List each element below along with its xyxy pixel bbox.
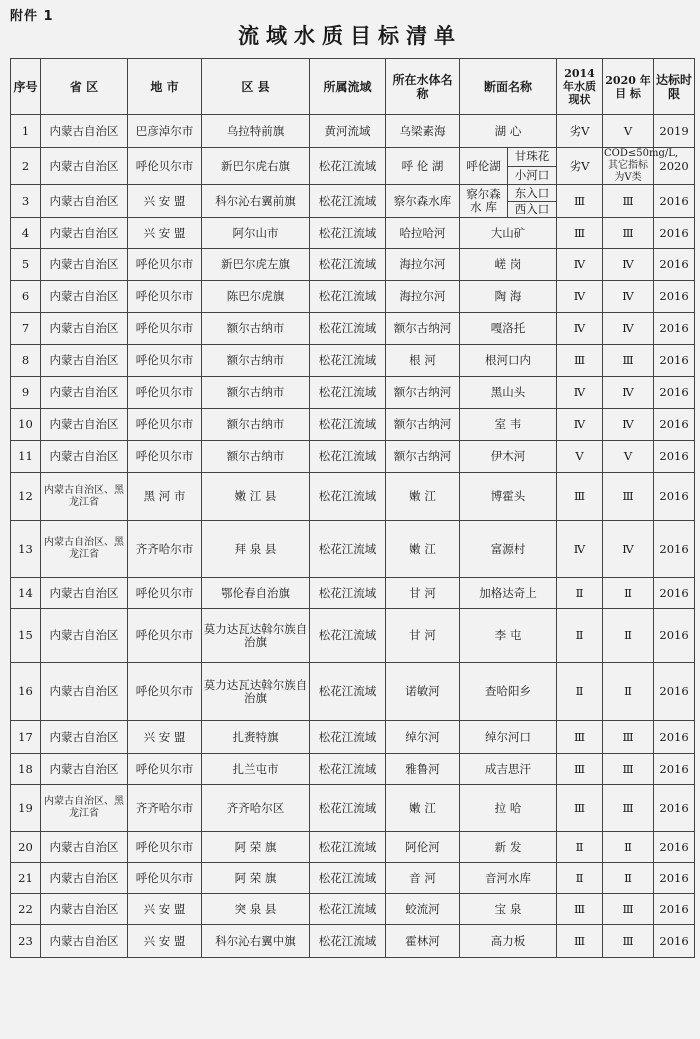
cell-province: 内蒙古自治区 [41,663,128,721]
table-row [11,473,695,521]
cell-province: 内蒙古自治区 [41,345,128,377]
cell-basin: 松花江流域 [310,249,386,281]
cell-target-2020: Ⅲ [603,925,654,958]
cell-water-body: 阿伦河 [386,832,460,863]
cell-section: 高力板 [460,925,557,958]
cell-city: 呼伦贝尔市 [128,409,202,441]
cell-seq: 3 [11,185,41,218]
cell-seq: 20 [11,832,41,863]
cell-city: 呼伦贝尔市 [128,863,202,894]
cell-deadline: 2016 [654,409,695,441]
cell-target-2020: Ⅲ [603,721,654,754]
cell-city: 兴 安 盟 [128,218,202,249]
cell-seq: 18 [11,754,41,785]
cell-deadline: 2016 [654,345,695,377]
cell-county: 鄂伦春自治旗 [202,578,310,609]
cell-county: 科尔沁右翼中旗 [202,925,310,958]
cell-status-2014: Ⅲ [557,185,603,218]
cell-status-2014: Ⅲ [557,473,603,521]
cell-province: 内蒙古自治区 [41,609,128,663]
cell-deadline: 2016 [654,313,695,345]
table-row [11,894,695,925]
cell-section: 陶 海 [460,281,557,313]
cell-county: 阿 荣 旗 [202,832,310,863]
cell-water-body: 海拉尔河 [386,281,460,313]
cell-county: 嫩 江 县 [202,473,310,521]
cell-county: 新巴尔虎右旗 [202,148,310,185]
cell-target-2020: Ⅳ [603,281,654,313]
cell-target-2020: Ⅲ [603,894,654,925]
header-row [11,59,695,115]
cell-city: 呼伦贝尔市 [128,313,202,345]
cell-target-2020: Ⅴ [603,441,654,473]
cell-water-body: 额尔古纳河 [386,441,460,473]
cell-province: 内蒙古自治区、黑龙江省 [41,521,128,578]
cell-section: 宝 泉 [460,894,557,925]
table-row [11,313,695,345]
table-row [11,249,695,281]
cell-seq: 10 [11,409,41,441]
cell-water-body: 乌梁素海 [386,115,460,148]
cell-section: 拉 哈 [460,785,557,832]
cell-deadline: 2016 [654,281,695,313]
cell-seq: 7 [11,313,41,345]
cell-status-2014: 劣Ⅴ [557,148,603,185]
cell-basin: 松花江流域 [310,863,386,894]
cell-section-sub: 小河口 [508,166,557,185]
cell-basin: 黄河流域 [310,115,386,148]
cell-province: 内蒙古自治区 [41,832,128,863]
cell-target-2020: Ⅲ [603,345,654,377]
cell-county: 阿 荣 旗 [202,863,310,894]
cell-county: 乌拉特前旗 [202,115,310,148]
cell-section: 根河口内 [460,345,557,377]
cell-basin: 松花江流域 [310,441,386,473]
cell-deadline: 2016 [654,473,695,521]
cell-deadline: 2019 [654,115,695,148]
cell-basin: 松花江流域 [310,345,386,377]
cell-deadline: 2016 [654,663,695,721]
cell-water-body: 雅鲁河 [386,754,460,785]
header-seq: 序号 [11,59,41,115]
cell-county: 额尔古纳市 [202,409,310,441]
cell-section: 湖 心 [460,115,557,148]
cell-county: 陈巴尔虎旗 [202,281,310,313]
cell-county: 莫力达瓦达斡尔族自治旗 [202,663,310,721]
cell-basin: 松花江流域 [310,377,386,409]
cell-water-body: 海拉尔河 [386,249,460,281]
cell-seq: 9 [11,377,41,409]
table-row [11,832,695,863]
header-status-2014: 2014 年水质现状 [557,59,603,115]
cell-status-2014: Ⅳ [557,377,603,409]
table-body [11,115,695,958]
cell-water-body: 甘 河 [386,578,460,609]
cell-seq: 19 [11,785,41,832]
cell-status-2014: Ⅲ [557,754,603,785]
cell-status-2014: Ⅳ [557,249,603,281]
table-row [11,721,695,754]
cell-city: 呼伦贝尔市 [128,663,202,721]
cell-county: 额尔古纳市 [202,313,310,345]
cell-target-2020: COD≤50mg/L,其它指标为Ⅴ类 [604,148,679,183]
table-row [11,663,695,721]
cell-water-body: 绰尔河 [386,721,460,754]
cell-deadline: 2016 [654,249,695,281]
cell-city: 兴 安 盟 [128,185,202,218]
cell-city: 呼伦贝尔市 [128,578,202,609]
cell-province: 内蒙古自治区 [41,578,128,609]
cell-deadline: 2016 [654,863,695,894]
table-row [11,521,695,578]
cell-water-body: 诺敏河 [386,663,460,721]
cell-water-body: 额尔古纳河 [386,313,460,345]
cell-city: 兴 安 盟 [128,721,202,754]
cell-city: 呼伦贝尔市 [128,249,202,281]
table-row [11,863,695,894]
cell-target-2020: Ⅳ [603,377,654,409]
header-deadline: 达标时限 [654,59,695,115]
cell-status-2014: Ⅱ [557,578,603,609]
table-row [11,754,695,785]
cell-deadline: 2016 [654,894,695,925]
cell-deadline: 2016 [654,377,695,409]
cell-city: 呼伦贝尔市 [128,832,202,863]
cell-deadline: 2016 [654,832,695,863]
cell-basin: 松花江流域 [310,785,386,832]
cell-basin: 松花江流域 [310,754,386,785]
cell-target-2020: Ⅱ [603,663,654,721]
cell-deadline: 2016 [654,721,695,754]
cell-county: 科尔沁右翼前旗 [202,185,310,218]
cell-city: 呼伦贝尔市 [128,609,202,663]
cell-basin: 松花江流域 [310,473,386,521]
cell-water-body: 额尔古纳河 [386,377,460,409]
cell-section: 伊木河 [460,441,557,473]
table-row [11,377,695,409]
cell-county: 突 泉 县 [202,894,310,925]
cell-seq: 15 [11,609,41,663]
page-title: 流域水质目标清单 [238,24,462,48]
cell-status-2014: Ⅳ [557,313,603,345]
cell-deadline: 2016 [654,441,695,473]
cell-deadline: 2016 [654,785,695,832]
cell-section-sub: 东入口 [508,185,557,202]
cell-section: 嵯 岗 [460,249,557,281]
cell-water-body: 嫩 江 [386,521,460,578]
cell-target-2020: Ⅳ [603,313,654,345]
cell-water-body: 察尔森水库 [386,185,460,218]
cell-seq: 1 [11,115,41,148]
cell-city: 呼伦贝尔市 [128,377,202,409]
cell-county: 扎赉特旗 [202,721,310,754]
cell-section: 音河水库 [460,863,557,894]
cell-water-body: 额尔古纳河 [386,409,460,441]
cell-status-2014: 劣Ⅴ [557,115,603,148]
cell-seq: 22 [11,894,41,925]
header-city: 地 市 [128,59,202,115]
cell-water-body: 嫩 江 [386,785,460,832]
cell-county: 额尔古纳市 [202,345,310,377]
cell-city: 兴 安 盟 [128,894,202,925]
cell-seq: 8 [11,345,41,377]
cell-basin: 松花江流域 [310,281,386,313]
cell-basin: 松花江流域 [310,521,386,578]
cell-section: 查哈阳乡 [460,663,557,721]
cell-status-2014: Ⅲ [557,925,603,958]
cell-target-2020: Ⅲ [603,218,654,249]
cell-section: 绰尔河口 [460,721,557,754]
cell-status-2014: Ⅲ [557,218,603,249]
cell-water-body: 蛟流河 [386,894,460,925]
cell-water-body: 霍林河 [386,925,460,958]
cell-province: 内蒙古自治区 [41,894,128,925]
cell-target-2020: Ⅴ [603,115,654,148]
cell-basin: 松花江流域 [310,409,386,441]
cell-section-sub: 西入口 [508,202,557,218]
cell-deadline: 2016 [654,578,695,609]
cell-section: 呼伦湖 [460,148,508,185]
cell-county: 扎兰屯市 [202,754,310,785]
cell-basin: 松花江流域 [310,721,386,754]
table-row [11,609,695,663]
cell-county: 莫力达瓦达斡尔族自治旗 [202,609,310,663]
table-row [11,578,695,609]
cell-water-body: 哈拉哈河 [386,218,460,249]
table-row [11,441,695,473]
cell-county: 拜 泉 县 [202,521,310,578]
cell-province: 内蒙古自治区 [41,218,128,249]
cell-province: 内蒙古自治区、黑龙江省 [41,785,128,832]
cell-basin: 松花江流域 [310,148,386,185]
cell-target-2020: Ⅳ [603,249,654,281]
cell-province: 内蒙古自治区 [41,441,128,473]
cell-city: 齐齐哈尔市 [128,785,202,832]
cell-city: 巴彦淖尔市 [128,115,202,148]
table-row [11,148,695,167]
cell-province: 内蒙古自治区 [41,409,128,441]
cell-water-body: 嫩 江 [386,473,460,521]
cell-status-2014: Ⅱ [557,832,603,863]
cell-status-2014: Ⅱ [557,609,603,663]
cell-target-2020: Ⅳ [603,521,654,578]
table-row [11,345,695,377]
cell-deadline: 2016 [654,925,695,958]
cell-target-2020: Ⅲ [603,473,654,521]
cell-basin: 松花江流域 [310,609,386,663]
cell-province: 内蒙古自治区 [41,148,128,185]
cell-seq: 4 [11,218,41,249]
table-row [11,409,695,441]
cell-province: 内蒙古自治区 [41,754,128,785]
header-target-2020: 2020 年目 标 [603,59,654,115]
table-row [11,115,695,148]
table-row [11,281,695,313]
cell-seq: 6 [11,281,41,313]
cell-city: 齐齐哈尔市 [128,521,202,578]
cell-province: 内蒙古自治区 [41,249,128,281]
water-quality-table [10,58,695,958]
cell-status-2014: Ⅱ [557,663,603,721]
cell-status-2014: Ⅲ [557,785,603,832]
cell-section: 大山矿 [460,218,557,249]
cell-basin: 松花江流域 [310,313,386,345]
cell-deadline: 2016 [654,609,695,663]
cell-county: 阿尔山市 [202,218,310,249]
cell-province: 内蒙古自治区 [41,281,128,313]
cell-province: 内蒙古自治区 [41,925,128,958]
cell-section: 新 发 [460,832,557,863]
cell-basin: 松花江流域 [310,185,386,218]
cell-deadline: 2020 [654,148,695,185]
header-province: 省 区 [41,59,128,115]
cell-city: 呼伦贝尔市 [128,148,202,185]
cell-water-body: 音 河 [386,863,460,894]
table-row [11,785,695,832]
cell-seq: 12 [11,473,41,521]
cell-basin: 松花江流域 [310,925,386,958]
cell-status-2014: Ⅲ [557,721,603,754]
header-section: 断面名称 [460,59,557,115]
cell-city: 黑 河 市 [128,473,202,521]
cell-section: 嘎洛托 [460,313,557,345]
cell-province: 内蒙古自治区 [41,377,128,409]
cell-province: 内蒙古自治区 [41,313,128,345]
cell-section-sub: 甘珠花 [508,148,557,167]
cell-basin: 松花江流域 [310,894,386,925]
table-row [11,925,695,958]
cell-status-2014: Ⅲ [557,345,603,377]
cell-province: 内蒙古自治区 [41,115,128,148]
cell-county: 额尔古纳市 [202,441,310,473]
cell-target-2020: Ⅳ [603,409,654,441]
table-row [11,218,695,249]
cell-seq: 23 [11,925,41,958]
table-row [11,185,695,202]
cell-province: 内蒙古自治区 [41,185,128,218]
cell-target-2020: Ⅲ [603,754,654,785]
cell-basin: 松花江流域 [310,578,386,609]
cell-status-2014: Ⅲ [557,894,603,925]
cell-target-2020: Ⅲ [603,785,654,832]
cell-status-2014: Ⅱ [557,863,603,894]
cell-water-body: 根 河 [386,345,460,377]
cell-status-2014: Ⅳ [557,521,603,578]
cell-county: 新巴尔虎左旗 [202,249,310,281]
cell-seq: 21 [11,863,41,894]
cell-county: 额尔古纳市 [202,377,310,409]
cell-target-2020: Ⅱ [603,832,654,863]
cell-seq: 11 [11,441,41,473]
cell-section: 成吉思汗 [460,754,557,785]
cell-deadline: 2016 [654,218,695,249]
cell-city: 呼伦贝尔市 [128,281,202,313]
cell-city: 呼伦贝尔市 [128,754,202,785]
cell-basin: 松花江流域 [310,832,386,863]
cell-section: 富源村 [460,521,557,578]
cell-city: 呼伦贝尔市 [128,345,202,377]
cell-seq: 5 [11,249,41,281]
cell-province: 内蒙古自治区 [41,721,128,754]
cell-section: 黑山头 [460,377,557,409]
cell-water-body: 甘 河 [386,609,460,663]
cell-basin: 松花江流域 [310,218,386,249]
header-water-body: 所在水体名 称 [386,59,460,115]
cell-status-2014: Ⅴ [557,441,603,473]
cell-section: 察尔森水 库 [460,185,508,218]
cell-section: 加格达奇上 [460,578,557,609]
cell-target-2020: Ⅱ [603,578,654,609]
cell-deadline: 2016 [654,185,695,218]
cell-seq: 2 [11,148,41,185]
header-county: 区 县 [202,59,310,115]
cell-section: 博霍头 [460,473,557,521]
cell-seq: 13 [11,521,41,578]
cell-target-2020: Ⅲ [603,185,654,218]
cell-water-body: 呼 伦 湖 [386,148,460,185]
cell-city: 呼伦贝尔市 [128,441,202,473]
cell-city: 兴 安 盟 [128,925,202,958]
cell-section: 室 韦 [460,409,557,441]
cell-county: 齐齐哈尔区 [202,785,310,832]
header-basin: 所属流域 [310,59,386,115]
cell-basin: 松花江流域 [310,663,386,721]
cell-deadline: 2016 [654,754,695,785]
cell-seq: 17 [11,721,41,754]
cell-target-2020: Ⅱ [603,863,654,894]
cell-status-2014: Ⅳ [557,281,603,313]
cell-province: 内蒙古自治区 [41,863,128,894]
cell-province: 内蒙古自治区、黑龙江省 [41,473,128,521]
annex-label: 附件 1 [10,9,54,24]
cell-seq: 14 [11,578,41,609]
cell-section: 李 屯 [460,609,557,663]
cell-status-2014: Ⅳ [557,409,603,441]
cell-target-2020: Ⅱ [603,609,654,663]
cell-deadline: 2016 [654,521,695,578]
cell-seq: 16 [11,663,41,721]
